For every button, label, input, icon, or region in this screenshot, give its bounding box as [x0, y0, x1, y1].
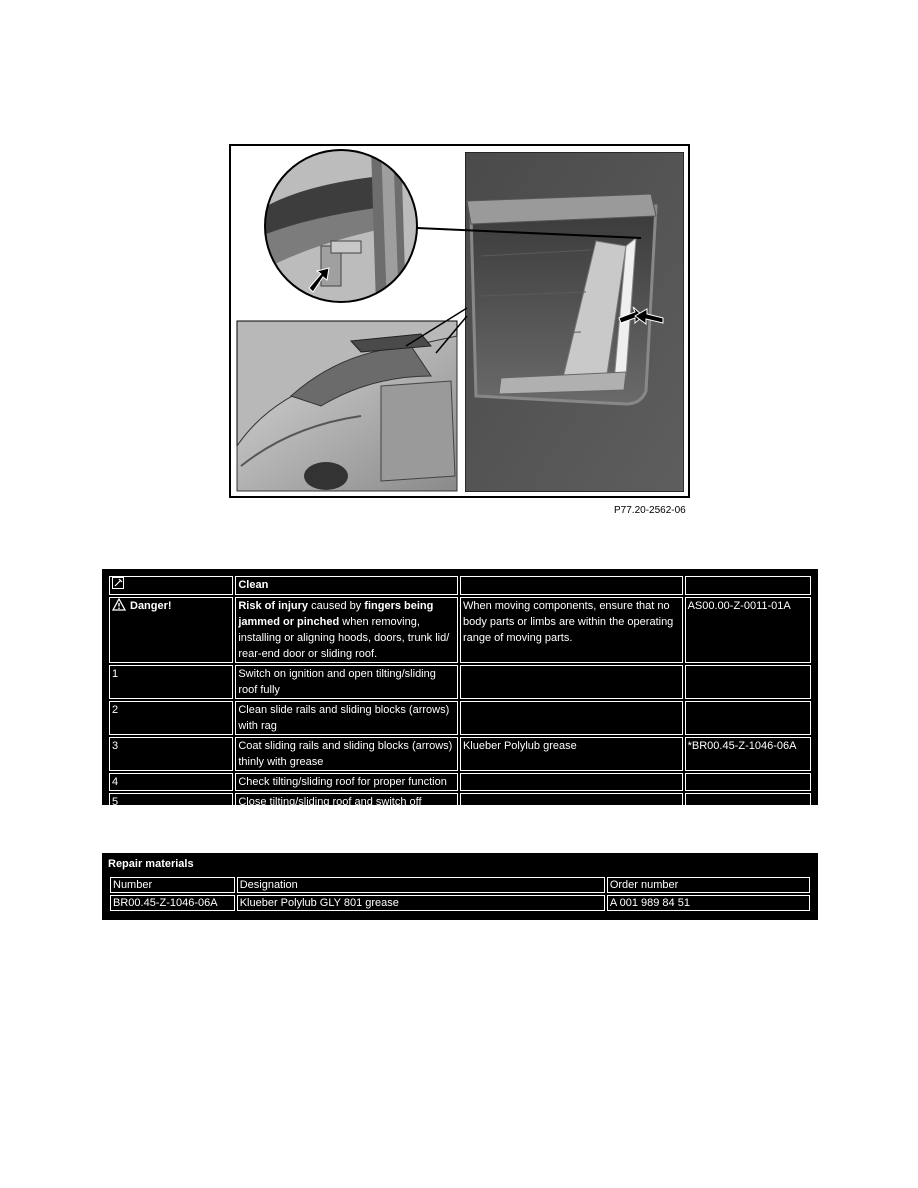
roof-closeup-panel: [465, 152, 684, 492]
step-text: Switch on ignition and open tilting/sliding roof fully: [235, 665, 458, 699]
step-material: [460, 793, 683, 827]
step-number: 4: [109, 773, 233, 791]
column-header-order-number: Order number: [607, 877, 810, 893]
header-title: Clean: [235, 576, 458, 595]
risk-bold-2: fingers being jammed or pinched: [238, 600, 434, 628]
car-view-panel: [237, 321, 457, 491]
danger-ref-cell: AS00.00-Z-0011-01A: [685, 597, 811, 663]
header-empty-cell: [685, 576, 811, 595]
repair-materials-title: Repair materials: [108, 858, 194, 870]
step-material: Klueber Polylub grease: [460, 737, 683, 771]
step-number: 5: [109, 793, 233, 827]
table-row: [109, 701, 811, 735]
step-ref: *BR00.45-Z-1046-06A: [685, 737, 811, 771]
danger-risk-cell: [235, 597, 458, 663]
table-row: [109, 793, 811, 827]
header-icon-cell: [109, 576, 233, 595]
step-number: 1: [109, 665, 233, 699]
materials-header-row: [110, 877, 810, 893]
table-header-row: [109, 576, 811, 595]
column-header-designation: Designation: [237, 877, 605, 893]
edit-document-icon: [112, 577, 124, 589]
material-designation: Klueber Polylub GLY 801 grease: [237, 895, 605, 911]
figure-caption: P77.20-2562-06: [614, 505, 686, 516]
repair-materials-table: [102, 853, 818, 920]
column-header-number: Number: [110, 877, 235, 893]
step-ref: [685, 701, 811, 735]
material-order-number: A 001 989 84 51: [607, 895, 810, 911]
step-ref: [685, 793, 811, 827]
danger-row: [109, 597, 811, 663]
danger-label-cell: [109, 597, 233, 663]
header-empty-cell: [460, 576, 683, 595]
step-number: 2: [109, 701, 233, 735]
step-ref: [685, 665, 811, 699]
material-number: BR00.45-Z-1046-06A: [110, 895, 235, 911]
table-row: [109, 773, 811, 791]
step-text: Coat sliding rails and sliding blocks (arrows) thinly with grease: [235, 737, 458, 771]
step-text: Close tilting/sliding roof and switch off ignition: [235, 793, 458, 827]
risk-text-2: when removing, installing or aligning hoods, doors, trunk lid/ rear-end door or sliding roof.: [238, 616, 450, 660]
magnified-detail-circle: [251, 146, 421, 306]
sliding-roof-illustration: [231, 146, 688, 496]
step-number: 3: [109, 737, 233, 771]
danger-label: Danger!: [130, 600, 172, 612]
risk-text-1: caused by: [308, 600, 365, 612]
step-text: Clean slide rails and sliding blocks (arrows) with rag: [235, 701, 458, 735]
table-row: [109, 665, 811, 699]
procedure-table: [102, 569, 818, 824]
step-text: Check tilting/sliding roof for proper function: [235, 773, 458, 791]
step-material: [460, 773, 683, 791]
step-material: [460, 701, 683, 735]
table-row: [110, 895, 810, 911]
step-ref: [685, 773, 811, 791]
warning-triangle-icon: [112, 598, 126, 611]
danger-measure-cell: When moving components, ensure that no body parts or limbs are within the operating range of moving parts.: [460, 597, 683, 663]
step-material: [460, 665, 683, 699]
risk-bold-1: Risk of injury: [238, 600, 309, 612]
sliding-roof-figure: [229, 144, 690, 498]
table-row: [109, 737, 811, 771]
